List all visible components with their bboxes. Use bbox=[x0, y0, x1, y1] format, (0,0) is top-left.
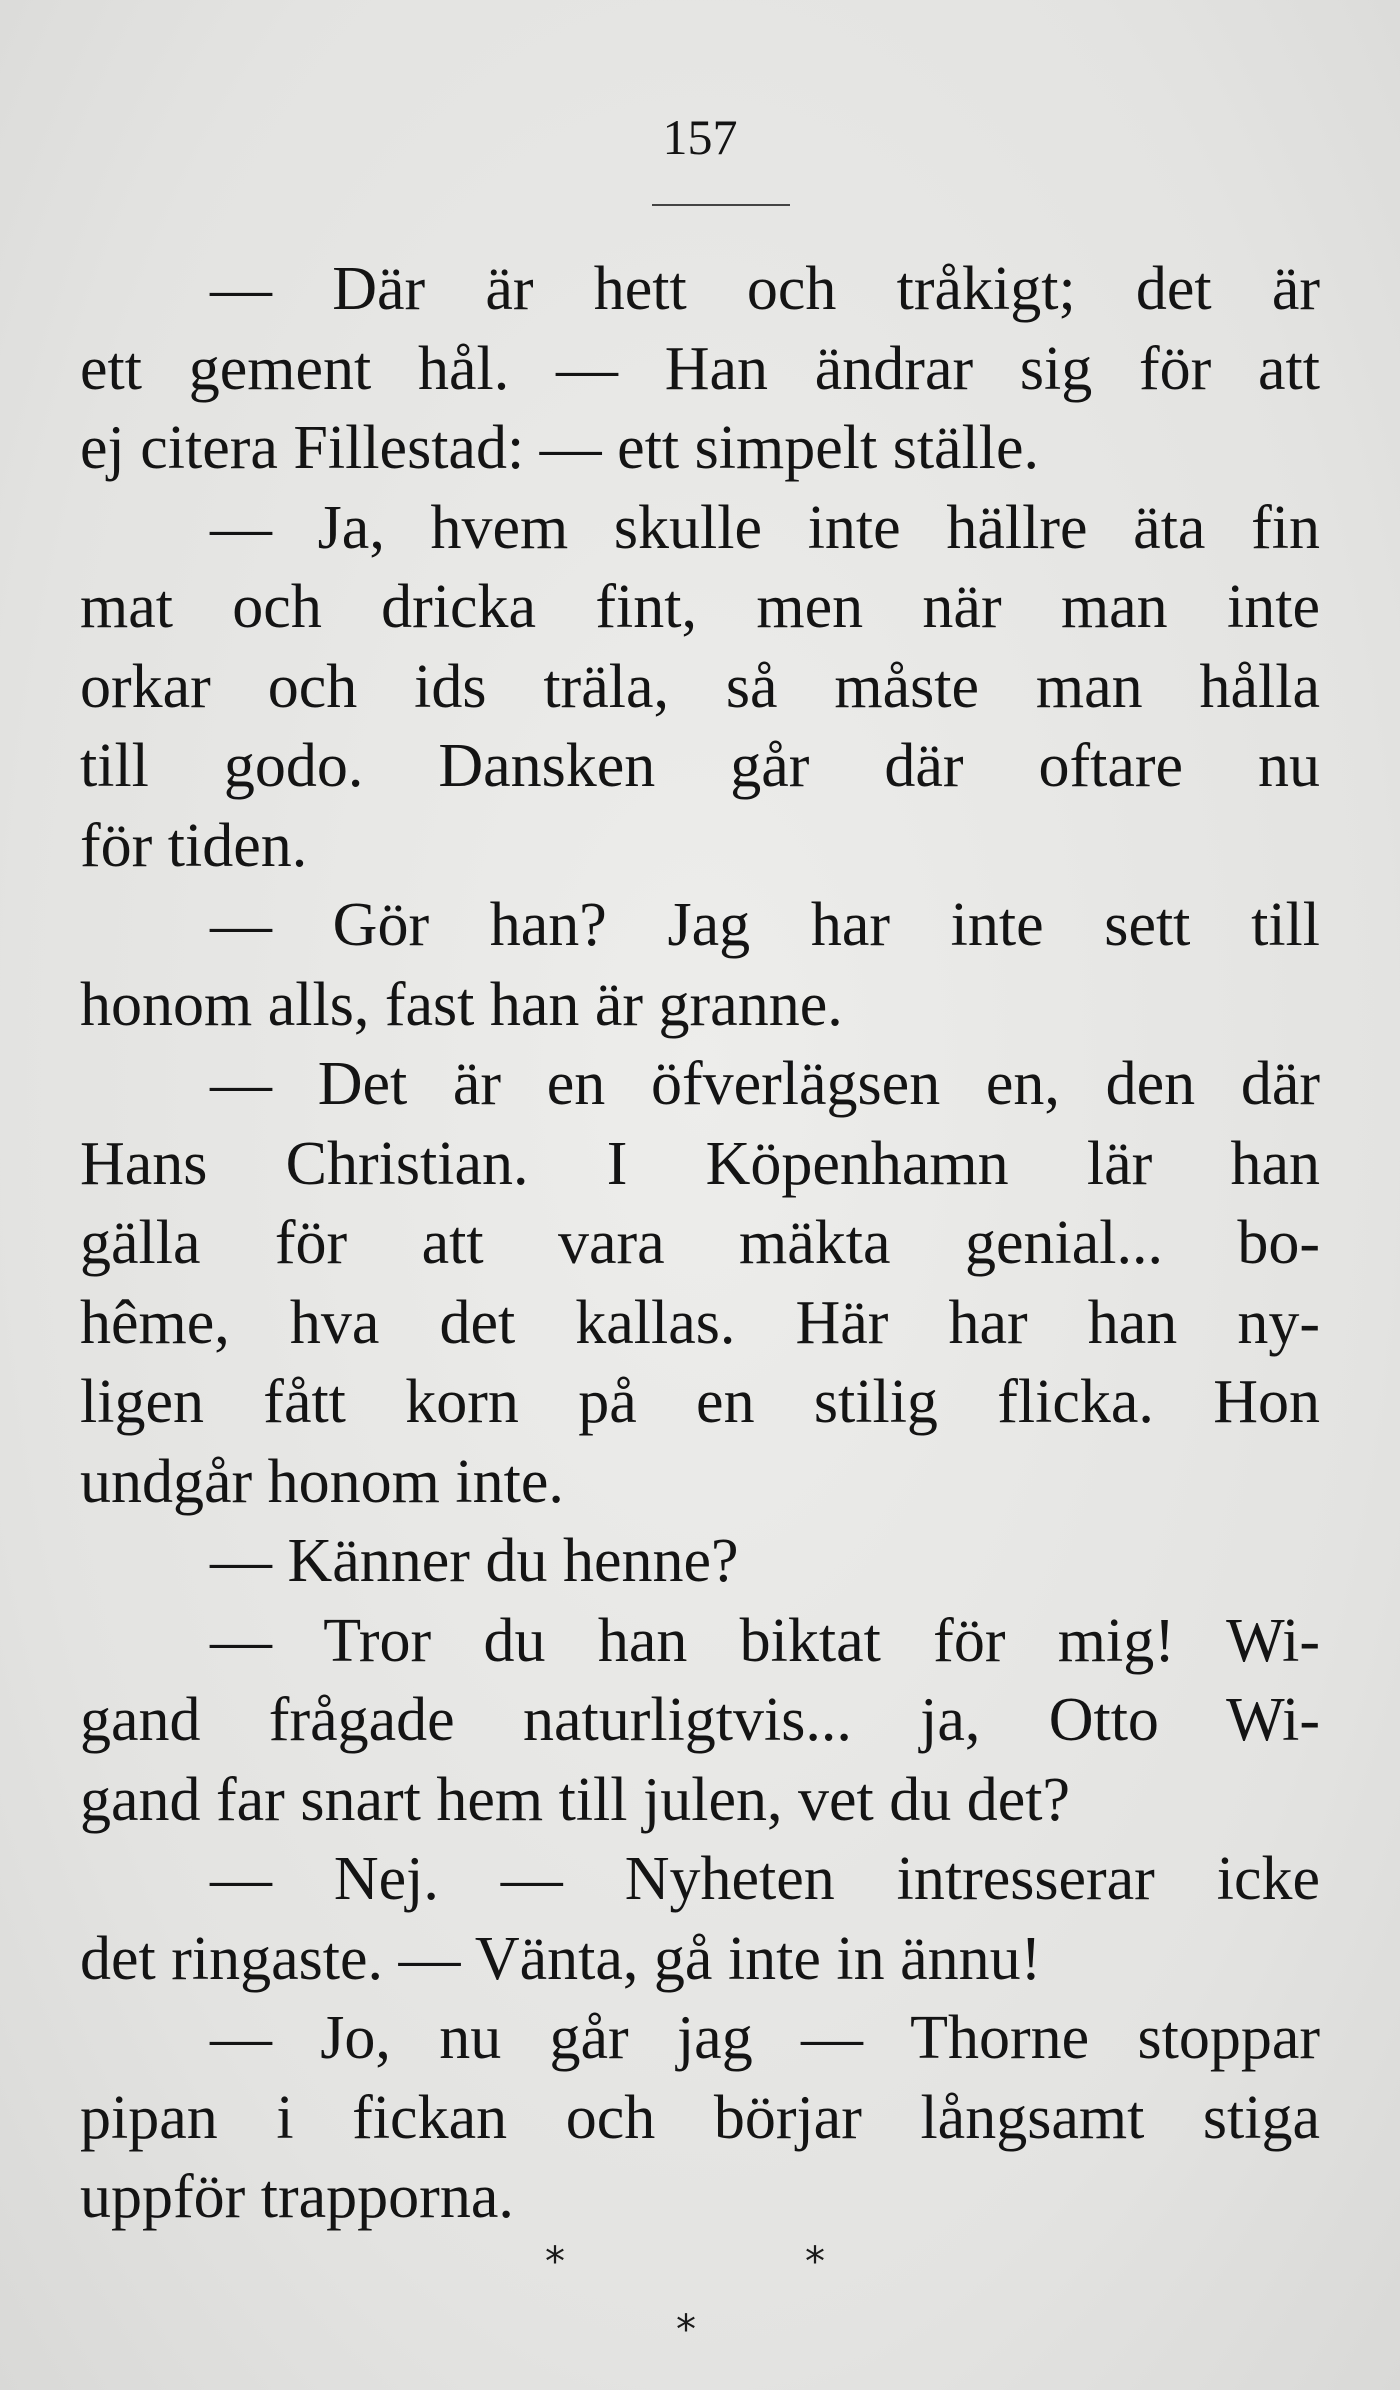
text-line: gand frågade naturligtvis... ja, Otto Wi- bbox=[80, 1686, 1320, 1754]
text-line: honom alls, fast han är granne. bbox=[80, 970, 843, 1039]
text-line: orkar och ids träla, så måste man hålla bbox=[80, 652, 1320, 721]
text-line: — Där är hett och tråkigt; det är bbox=[210, 255, 1320, 323]
text-line: — Det är en öfverlägsen en, den där bbox=[210, 1050, 1320, 1118]
text-line: gälla för att vara mäkta genial... bo- bbox=[80, 1209, 1320, 1277]
text-line: ligen fått korn på en stilig flicka. Hon bbox=[80, 1368, 1320, 1436]
text-line: — Gör han? Jag har inte sett till bbox=[210, 891, 1320, 959]
text-line: mat och dricka fint, men när man inte bbox=[80, 573, 1320, 641]
text-line: uppför trapporna. bbox=[80, 2163, 514, 2231]
text-line: ett gement hål. — Han ändrar sig för att bbox=[80, 334, 1320, 403]
text-line: hême, hva det kallas. Här har han ny- bbox=[80, 1288, 1320, 1357]
text-line: till godo. Dansken går där oftare nu bbox=[80, 732, 1320, 800]
text-line: — Jo, nu går jag — Thorne stoppar bbox=[210, 2004, 1320, 2072]
text-line: — Ja, hvem skulle inte hällre äta fin bbox=[210, 493, 1320, 562]
text-line: — Nej. — Nyheten intresserar icke bbox=[210, 1845, 1320, 1913]
text-line: — Känner du henne? bbox=[210, 1527, 739, 1595]
text-line: ej citera Fillestad: — ett simpelt ställe. bbox=[80, 414, 1040, 482]
text-line: för tiden. bbox=[80, 811, 308, 880]
asterisk-icon: * bbox=[676, 2307, 696, 2353]
section-break-asterism bbox=[0, 2230, 1400, 2370]
text-line: Hans Christian. I Köpenhamn lär han bbox=[80, 1129, 1320, 1198]
text-line: — Tror du han biktat för mig! Wi- bbox=[210, 1606, 1320, 1675]
header-rule bbox=[652, 204, 790, 206]
text-line: undgår honom inte. bbox=[80, 1447, 564, 1516]
page-number: 157 bbox=[662, 109, 738, 165]
body-text bbox=[80, 250, 1320, 2238]
text-line: gand far snart hem till julen, vet du det? bbox=[80, 1765, 1070, 1834]
text-line: det ringaste. — Vänta, gå inte in ännu! bbox=[80, 1924, 1042, 1993]
asterisk-icon: * bbox=[545, 2239, 565, 2285]
asterisk-icon: * bbox=[805, 2239, 825, 2285]
text-line: pipan i fickan och börjar långsamt stiga bbox=[80, 2083, 1320, 2152]
